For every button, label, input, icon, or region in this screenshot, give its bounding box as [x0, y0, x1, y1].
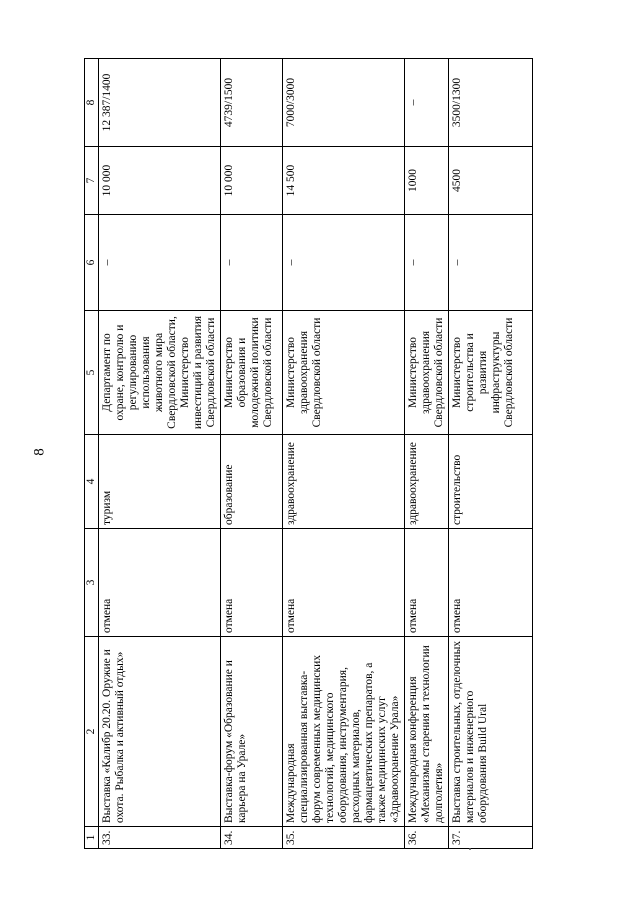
- event-status: отмена: [404, 529, 448, 637]
- table-row: [448, 59, 532, 849]
- header-cell: 5: [85, 311, 99, 435]
- col7-value: 14 500: [282, 147, 404, 215]
- responsible-body: Министерство здравоохранения Свердловской области: [282, 311, 404, 435]
- page-number: 8: [31, 448, 48, 456]
- event-name: Международная специализированная выставка-форум современных медицинских технологий, медицинского оборудования, инструментария, расходных материалов, фармацевтических препаратов, а также медицинских услуг «Здравоохранение Урала»: [282, 637, 404, 827]
- table-row: [220, 59, 282, 849]
- header-cell: 8: [85, 59, 99, 147]
- header-cell: 2: [85, 637, 99, 827]
- event-status: отмена: [282, 529, 404, 637]
- responsible-body: Министерство образования и молодежной политики Свердловской области: [220, 311, 282, 435]
- event-sector: туризм: [98, 435, 220, 529]
- col8-value: 4739/1500: [220, 59, 282, 147]
- header-cell: 3: [85, 529, 99, 637]
- header-row: [85, 59, 99, 849]
- event-name: Выставка «Калибр 20.20. Оружие и охота. Рыбалка и активный отдых»: [98, 637, 220, 827]
- event-name: Выставка строительных, отделочных материалов и инженерного оборудования Build Ural: [448, 637, 532, 827]
- col7-value: 1000: [404, 147, 448, 215]
- col6-value: –: [404, 215, 448, 311]
- table-row: [282, 59, 404, 849]
- col8-value: 7000/3000: [282, 59, 404, 147]
- events-table: [84, 58, 533, 849]
- col6-value: –: [98, 215, 220, 311]
- event-name: Международная конференция «Механизмы старения и технологии долголетия»: [404, 637, 448, 827]
- responsible-body: Министерство строительства и развития инфраструктуры Свердловской области: [448, 311, 532, 435]
- event-sector: здравоохранение: [282, 435, 404, 529]
- event-name: Выставка-форум «Образование и карьера на Урале»: [220, 637, 282, 827]
- header-cell: 4: [85, 435, 99, 529]
- col8-value: 3500/1300: [448, 59, 532, 147]
- header-cell: 1: [85, 827, 99, 849]
- col8-value: 12 387/1400: [98, 59, 220, 147]
- responsible-body: Министерство здравоохранения Свердловской области: [404, 311, 448, 435]
- event-sector: образование: [220, 435, 282, 529]
- col6-value: –: [220, 215, 282, 311]
- event-status: отмена: [448, 529, 532, 637]
- col8-value: –: [404, 59, 448, 147]
- event-status: отмена: [98, 529, 220, 637]
- event-status: отмена: [220, 529, 282, 637]
- row-number: 33.: [98, 827, 220, 849]
- table-row: [404, 59, 448, 849]
- table-row: [98, 59, 220, 849]
- header-cell: 7: [85, 147, 99, 215]
- event-sector: здравоохранение: [404, 435, 448, 529]
- row-number: 34.: [220, 827, 282, 849]
- col6-value: –: [448, 215, 532, 311]
- rotated-table-container: [84, 59, 532, 849]
- scan-speck: [469, 848, 471, 850]
- row-number: 37.: [448, 827, 532, 849]
- col6-value: –: [282, 215, 404, 311]
- row-number: 36.: [404, 827, 448, 849]
- event-sector: строительство: [448, 435, 532, 529]
- responsible-body: Департамент по охране, контролю и регулированию использования животного мира Свердловской области, Министерство инвестиций и развития Свердловской области: [98, 311, 220, 435]
- col7-value: 10 000: [220, 147, 282, 215]
- col7-value: 4500: [448, 147, 532, 215]
- row-number: 35.: [282, 827, 404, 849]
- header-cell: 6: [85, 215, 99, 311]
- col7-value: 10 000: [98, 147, 220, 215]
